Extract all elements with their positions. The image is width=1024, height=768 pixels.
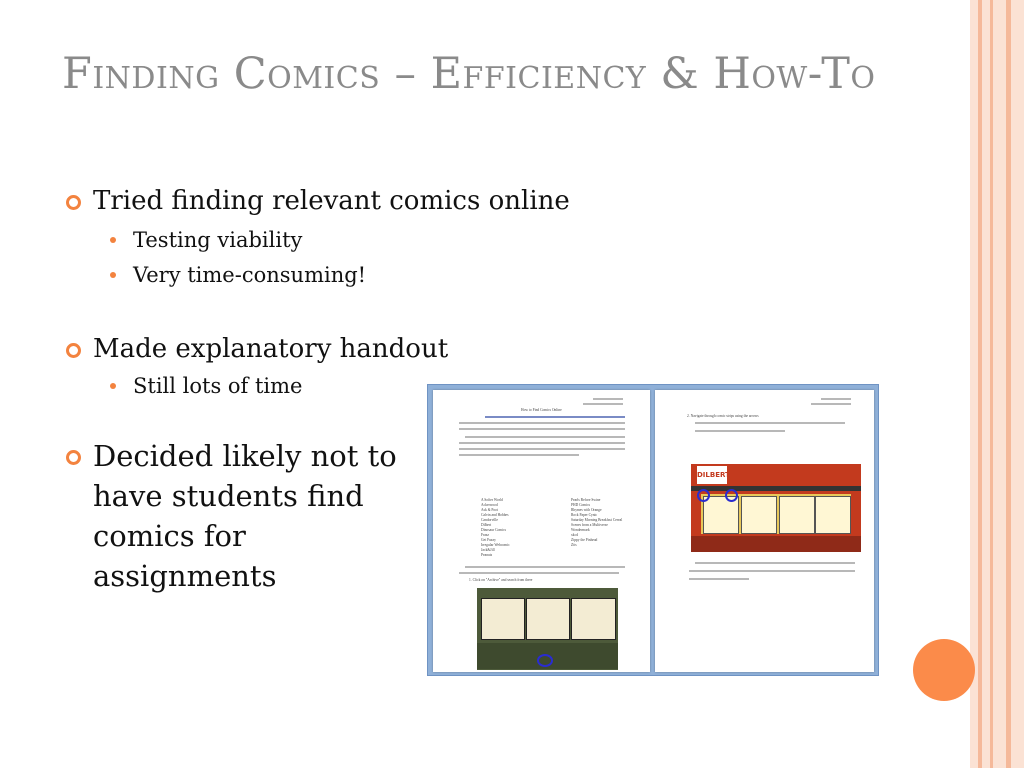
bullet-marker [66,343,81,358]
slide-title: Finding Comics – Efficiency & How-To [62,49,876,99]
dilbert-logo: DILBERT [697,466,727,484]
archive-highlight-circle [537,654,553,667]
handout-heading: How to Find Comics Online [521,408,562,412]
sub-bullet-marker [110,272,116,278]
bullet-3: Decided likely not to have students find comics for assignments [93,439,397,593]
nav-arrow-highlight-circle [697,489,710,502]
bullet-2-sub-1: Still lots of time [133,374,303,398]
decorative-stripes [970,0,1024,768]
comic-strip-image [477,588,618,670]
sub-bullet-marker [110,237,116,243]
handout-image [427,384,879,676]
dilbert-screenshot-image [691,464,861,552]
stripe [990,0,993,768]
handout-page-2 [655,390,874,672]
bullet-marker [66,450,81,465]
bullet-1: Tried finding relevant comics online [93,186,570,216]
bullet-marker [66,195,81,210]
handout-page-1: How to Find Comics Online A Softer World Ackerwood Ask & Poot Calvin and Hobbes Candorville Dilbert Dinosaur Comics Frazz Get Fuzzy Irregular Webcomic Jack&Jill Peanuts Pearls Before Swine PHD Comics Rhymes with Orange Rock Paper Cynic Saturday Morning Breakfast Cereal Scenes from a Multiverse Wondermark xkcd Zippy the Pinhead Zits 1. Click on "Archive" and search from there [433,390,650,672]
handout-step-2: 2. Navigate through comic strips using the arrows [687,414,759,418]
handout-step-1: 1. Click on "Archive" and search from there [469,578,533,582]
sub-bullet-marker [110,383,116,389]
stripe [1006,0,1011,768]
bullet-1-sub-2: Very time-consuming! [133,263,367,287]
stripe [978,0,982,768]
bullet-2: Made explanatory handout [93,334,449,364]
decorative-circle [913,639,975,701]
bullet-1-sub-1: Testing viability [133,228,303,252]
nav-arrow-highlight-circle [725,489,738,502]
